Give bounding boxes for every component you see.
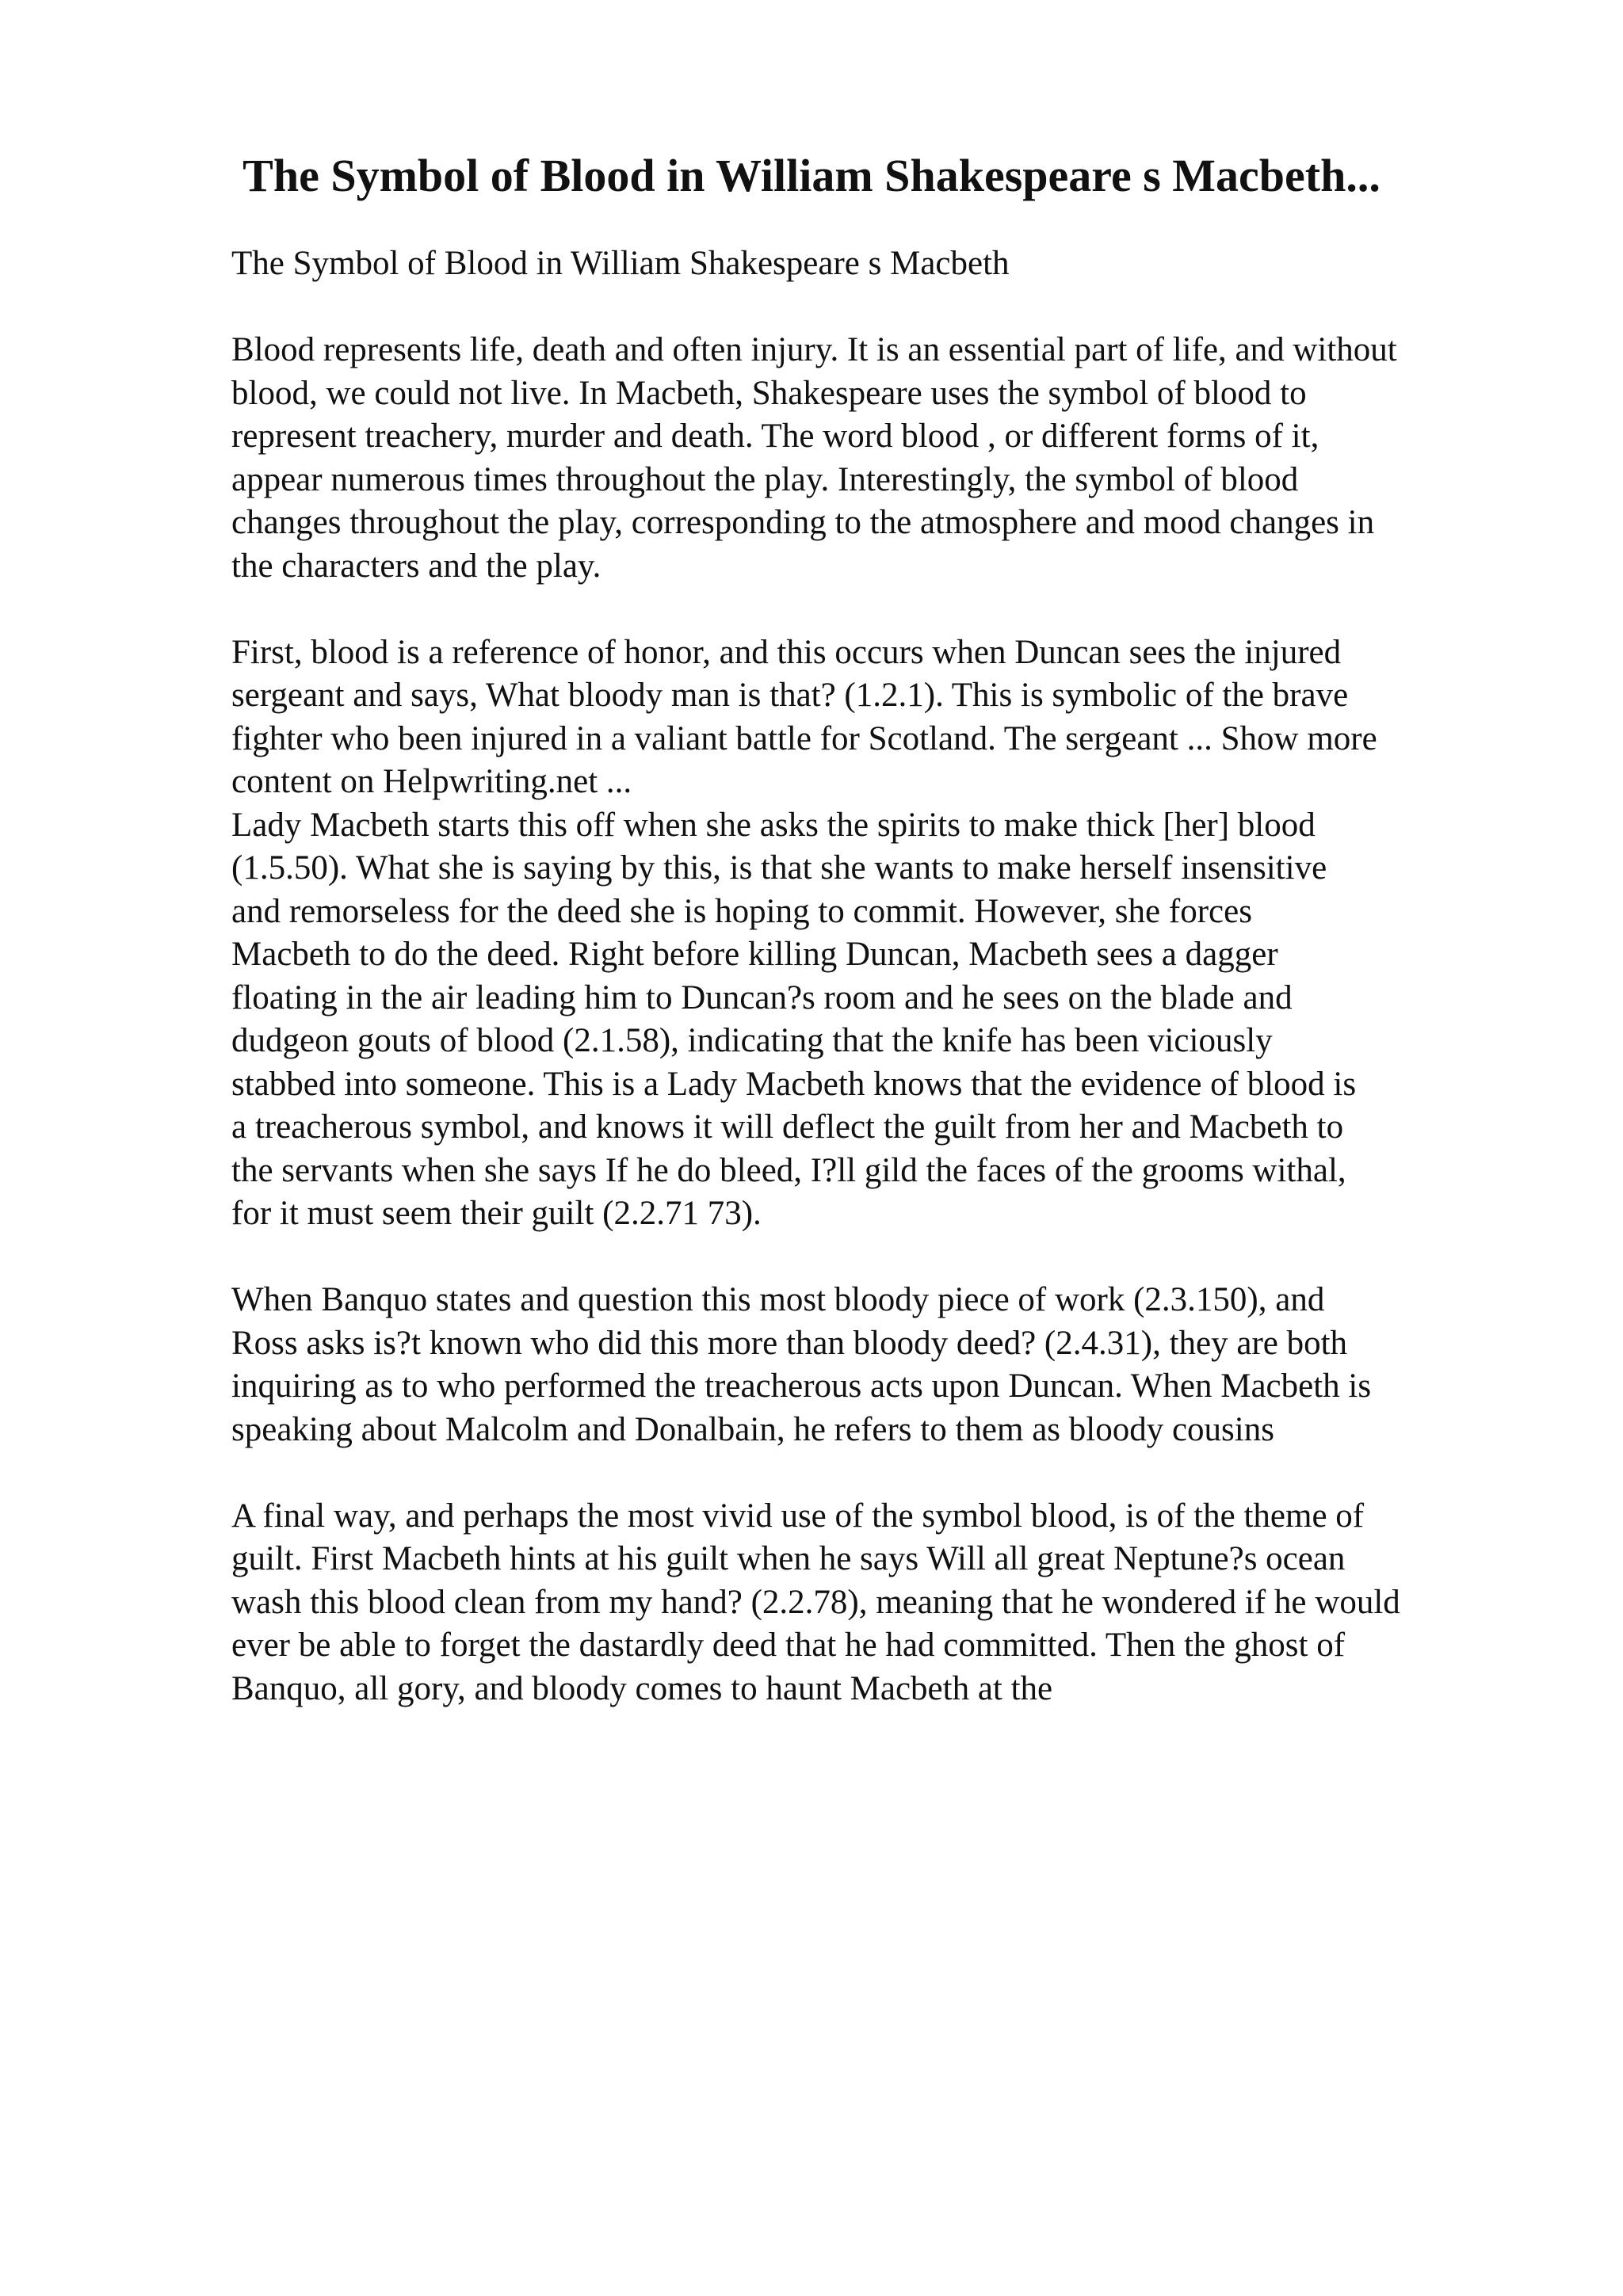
document-subtitle: The Symbol of Blood in William Shakespeare s Macbeth <box>231 245 1010 282</box>
text-line: ever be able to forget the dastardly deed that he had committed. Then the ghost of <box>231 1627 1346 1664</box>
text-line: the servants when she says If he do bleed, I?ll gild the faces of the grooms withal, <box>231 1151 1346 1189</box>
text-line: changes throughout the play, corresponding to the atmosphere and mood changes in <box>231 504 1375 541</box>
text-line: floating in the air leading him to Duncan?s room and he sees on the blade and <box>231 978 1293 1016</box>
text-line: appear numerous times throughout the play. Interestingly, the symbol of blood <box>231 460 1299 498</box>
text-line: speaking about Malcolm and Donalbain, he refers to them as bloody cousins <box>231 1410 1274 1448</box>
text-line: wash this blood clean from my hand? (2.2.78), meaning that he wondered if he would <box>231 1583 1400 1621</box>
text-line: Lady Macbeth starts this off when she asks the spirits to make thick [her] blood <box>231 806 1316 844</box>
text-line: fighter who been injured in a valiant battle for Scotland. The sergeant ... Show more <box>231 719 1377 757</box>
text-line: dudgeon gouts of blood (2.1.58), indicating that the knife has been viciously <box>231 1022 1273 1059</box>
paragraph-2 <box>231 631 1594 1236</box>
text-line: guilt. First Macbeth hints at his guilt when he says Will all great Neptune?s ocean <box>231 1540 1346 1577</box>
document-body <box>231 242 1594 1711</box>
paragraph-3 <box>231 1279 1594 1451</box>
text-line: and remorseless for the deed she is hoping to commit. However, she forces <box>231 892 1252 930</box>
text-line: A final way, and perhaps the most vivid use of the symbol blood, is of the theme of <box>231 1497 1365 1535</box>
text-line: First, blood is a reference of honor, and this occurs when Duncan sees the injured <box>231 633 1342 671</box>
text-line: represent treachery, murder and death. The word blood , or different forms of it, <box>231 418 1319 455</box>
paragraph-4 <box>231 1495 1594 1711</box>
text-line: Blood represents life, death and often injury. It is an essential part of life, and without <box>231 331 1397 368</box>
text-line: Banquo, all gory, and bloody comes to haunt Macbeth at the <box>231 1669 1053 1707</box>
text-line: Macbeth to do the deed. Right before killing Duncan, Macbeth sees a dagger <box>231 936 1278 973</box>
text-line: Ross asks is?t known who did this more than bloody deed? (2.4.31), they are both <box>231 1324 1348 1362</box>
paragraph-1 <box>231 329 1594 588</box>
text-line: blood, we could not live. In Macbeth, Shakespeare uses the symbol of blood to <box>231 374 1307 412</box>
paragraph-gap <box>231 1451 1594 1495</box>
text-line: a treacherous symbol, and knows it will deflect the guilt from her and Macbeth to <box>231 1108 1344 1146</box>
document-title: The Symbol of Blood in William Shakespeare s Macbeth... <box>242 150 1381 201</box>
text-line: inquiring as to who performed the treacherous acts upon Duncan. When Macbeth is <box>231 1367 1372 1405</box>
text-line: (1.5.50). What she is saying by this, is that she wants to make herself insensitive <box>231 849 1327 887</box>
text-line: for it must seem their guilt (2.2.71 73). <box>231 1195 762 1232</box>
text-line: sergeant and says, What bloody man is that? (1.2.1). This is symbolic of the brave <box>231 677 1349 714</box>
text-line: the characters and the play. <box>231 547 601 585</box>
paragraph-gap <box>231 1236 1594 1280</box>
paragraph-gap <box>231 588 1594 631</box>
paragraph-gap <box>231 286 1594 330</box>
text-line: When Banquo states and question this most bloody piece of work (2.3.150), and <box>231 1281 1325 1318</box>
text-line: content on Helpwriting.net ... <box>231 763 632 800</box>
text-line: stabbed into someone. This is a Lady Macbeth knows that the evidence of blood is <box>231 1065 1357 1103</box>
